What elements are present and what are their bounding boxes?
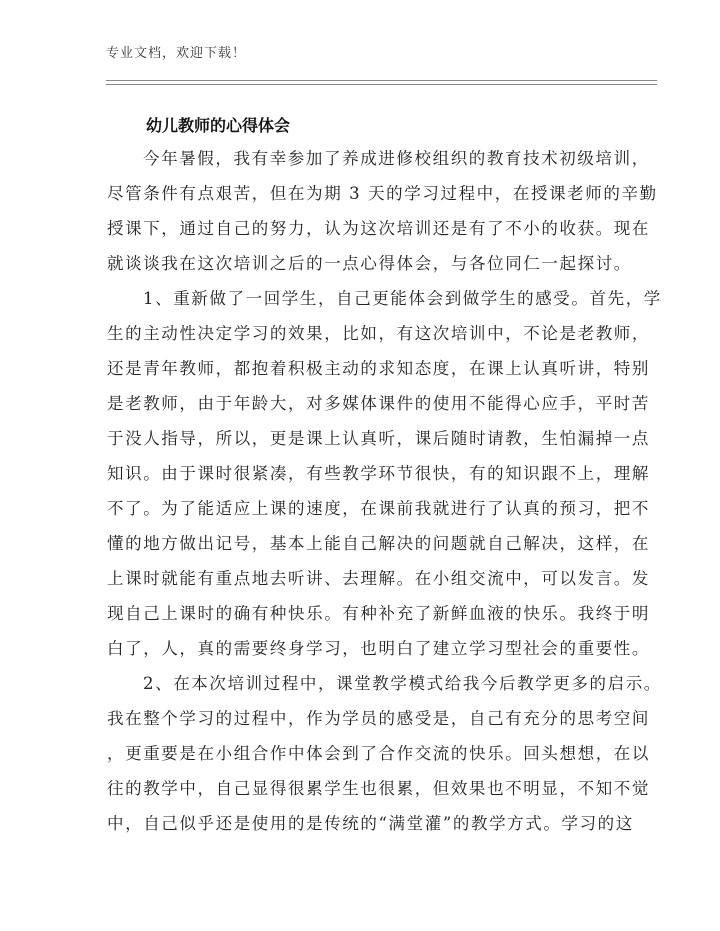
text-line: 尽管条件有点艰苦，但在为期 3 天的学习过程中，在授课老师的辛勤 <box>107 184 658 203</box>
text-line: 不了。为了能适应上课的速度，在课前我就进行了认真的预习，把不 <box>107 499 650 518</box>
text-line: 于没人指导，所以，更是课上认真听，课后随时请教，生怕漏掉一点 <box>107 429 650 448</box>
text-line: 2、在本次培训过程中，课堂教学模式给我今后教学更多的启示。 <box>143 674 662 693</box>
paragraph <box>107 281 662 666</box>
text-line: 1、重新做了一回学生，自己更能体会到做学生的感受。首先，学 <box>143 289 662 308</box>
text-line: 白了，人，真的需要终身学习，也明白了建立学习型社会的重要性。 <box>107 639 650 658</box>
document-body <box>107 141 662 841</box>
text-line: 中，自己似乎还是使用的是传统的“满堂灌”的教学方式。学习的这 <box>107 814 634 833</box>
header-divider <box>106 80 657 85</box>
text-line: 是老教师，由于年龄大，对多媒体课件的使用不能得心应手，平时苦 <box>107 394 650 413</box>
text-line: 就谈谈我在这次培训之后的一点心得体会，与各位同仁一起探讨。 <box>107 254 632 273</box>
text-line: ，更重要是在小组合作中体会到了合作交流的快乐。回头想想，在以 <box>107 744 650 763</box>
text-line: 我在整个学习的过程中，作为学员的感受是，自己有充分的思考空间 <box>107 709 650 728</box>
text-line: 知识。由于课时很紧凑，有些教学环节很快，有的知识跟不上，理解 <box>107 464 650 483</box>
text-line: 还是青年教师，都抱着积极主动的求知态度，在课上认真听讲，特别 <box>107 359 650 378</box>
page-header-text: 专业文档，欢迎下载！ <box>106 46 247 61</box>
paragraph <box>107 141 658 281</box>
text-line: 懂的地方做出记号，基本上能自己解决的问题就自己解决，这样，在 <box>107 534 650 553</box>
text-line: 授课下，通过自己的努力，认为这次培训还是有了不小的收获。现在 <box>107 219 650 238</box>
text-line: 上课时就能有重点地去听讲、去理解。在小组交流中，可以发言。发 <box>107 569 650 588</box>
text-line: 生的主动性决定学习的效果，比如，有这次培训中，不论是老教师， <box>107 324 650 343</box>
paragraph <box>107 666 662 841</box>
text-line: 现自己上课时的确有种快乐。有种补充了新鲜血液的快乐。我终于明 <box>107 604 650 623</box>
document-title: 幼儿教师的心得体会 <box>146 116 291 135</box>
text-line: 今年暑假，我有幸参加了养成进修校组织的教育技术初级培训， <box>143 149 650 168</box>
text-line: 往的教学中，自己显得很累学生也很累，但效果也不明显，不知不觉 <box>107 779 650 798</box>
